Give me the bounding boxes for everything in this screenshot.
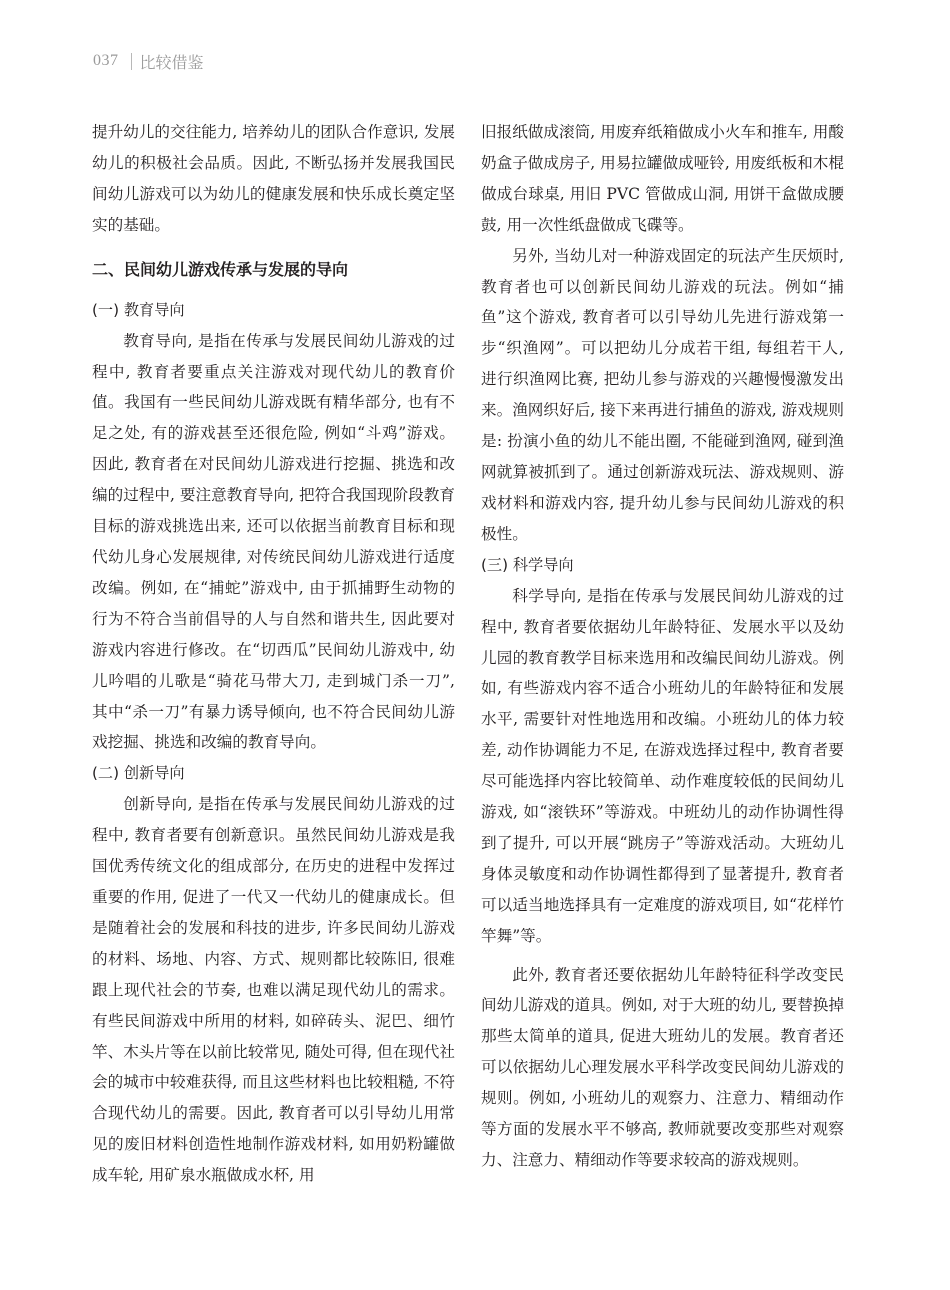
page-number: 037 [93, 52, 119, 69]
subheading-innovation: (二) 创新导向 [92, 764, 185, 783]
science-paragraph: 科学导向, 是指在传承与发展民间幼儿游戏的过程中, 教育者要依据幼儿年龄特征、发展水平以及幼儿园的教育教学目标来选用和改编民间幼儿游戏。例如, 有些游戏内容不适合小班幼儿的年龄特征和发展水平, 需要针对性地选用和改编。小班幼儿的体力较差, 动作协调能力不足, 在游戏选择过程中, 教育者要尽可能选择内容比较简单、动作难度较低的民间幼儿游戏, 如“滚铁环”等游戏。中班幼儿的动作协调性得到了提升, 可以开展“跳房子”等游戏活动。大班幼儿身体灵敏度和动作协调性都得到了显著提升, 教育者可以适当地选择具有一定难度的游戏项目, 如“花样竹竿舞”等。 [481, 586, 844, 945]
page-header [93, 50, 204, 72]
props-rules-paragraph: 此外, 教育者还要依据幼儿年龄特征科学改变民间幼儿游戏的道具。例如, 对于大班的幼儿, 要替换掉那些太简单的道具, 促进大班幼儿的发展。教育者还可以依据幼儿心理发展水平科学改变民间幼儿游戏的规则。例如, 小班幼儿的观察力、注意力、精细动作等方面的发展水平不够高, 教师就要改变那些对观察力、注意力、精细动作等要求较高的游戏规则。 [481, 965, 844, 1169]
intro-paragraph: 提升幼儿的交往能力, 培养幼儿的团队合作意识, 发展幼儿的积极社会品质。因此, 不断弘扬并发展我国民间幼儿游戏可以为幼儿的健康发展和快乐成长奠定坚实的基础。 [92, 123, 455, 234]
heading-guidance: 二、民间幼儿游戏传承与发展的导向 [92, 259, 349, 279]
subheading-science: (三) 科学导向 [481, 555, 574, 574]
subheading-education: (一) 教育导向 [92, 300, 185, 319]
section-title: 比较借鉴 [139, 52, 204, 72]
header-divider [131, 53, 132, 70]
play-method-paragraph: 另外, 当幼儿对一种游戏固定的玩法产生厌烦时, 教育者也可以创新民间幼儿游戏的玩法。例如“捕鱼”这个游戏, 教育者可以引导幼儿先进行游戏第一步“织渔网”。可以把幼儿分成若干组, 每组若干人, 进行织渔网比赛, 把幼儿参与游戏的兴趣慢慢激发出来。渔网织好后, 接下来再进行捕鱼的游戏, 游戏规则是: 扮演小鱼的幼儿不能出圈, 不能碰到渔网, 碰到渔网就算被抓到了。通过创新游戏玩法、游戏规则、游戏材料和游戏内容, 提升幼儿参与民间幼儿游戏的积极性。 [481, 246, 844, 543]
continued-paragraph: 旧报纸做成滚筒, 用废弃纸箱做成小火车和推车, 用酸奶盒子做成房子, 用易拉罐做成哑铃, 用废纸板和木棍做成台球桌, 用旧 PVC 管做成山洞, 用饼干盒做成腰鼓, 用一次性纸盘做成飞碟等。 [481, 123, 844, 234]
innovation-paragraph: 创新导向, 是指在传承与发展民间幼儿游戏的过程中, 教育者要有创新意识。虽然民间幼儿游戏是我国优秀传统文化的组成部分, 在历史的进程中发挥过重要的作用, 促进了一代又一代幼儿的健康成长。但是随着社会的发展和科技的进步, 许多民间幼儿游戏的材料、场地、内容、方式、规则都比较陈旧, 很难跟上现代社会的节奏, 也难以满足现代幼儿的需求。有些民间游戏中所用的材料, 如碎砖头、泥巴、细竹竿、木头片等在以前比较常见, 随处可得, 但在现代社会的城市中较难获得, 而且这些材料也比较粗糙, 不符合现代幼儿的需要。因此, 教育者可以引导幼儿用常见的废旧材料创造性地制作游戏材料, 如用奶粉罐做成车轮, 用矿泉水瓶做成水杯, 用 [92, 795, 455, 1185]
left-column [92, 117, 455, 1191]
education-paragraph: 教育导向, 是指在传承与发展民间幼儿游戏的过程中, 教育者要重点关注游戏对现代幼儿的教育价值。我国有一些民间幼儿游戏既有精华部分, 也有不足之处, 有的游戏甚至还很危险, 例如“斗鸡”游戏。因此, 教育者在对民间幼儿游戏进行挖掘、挑选和改编的过程中, 要注意教育导向, 把符合我国现阶段教育目标的游戏挑选出来, 还可以依据当前教育目标和现代幼儿身心发展规律, 对传统民间幼儿游戏进行适度改编。例如, 在“捕蛇”游戏中, 由于抓捕野生动物的行为不符合当前倡导的人与自然和谐共生, 因此要对游戏内容进行修改。在“切西瓜”民间幼儿游戏中, 幼儿吟唱的儿歌是“骑花马带大刀, 走到城门杀一刀”, 其中“杀一刀”有暴力诱导倾向, 也不符合民间幼儿游戏挖掘、挑选和改编的教育导向。 [92, 331, 455, 752]
right-column [481, 117, 844, 1176]
